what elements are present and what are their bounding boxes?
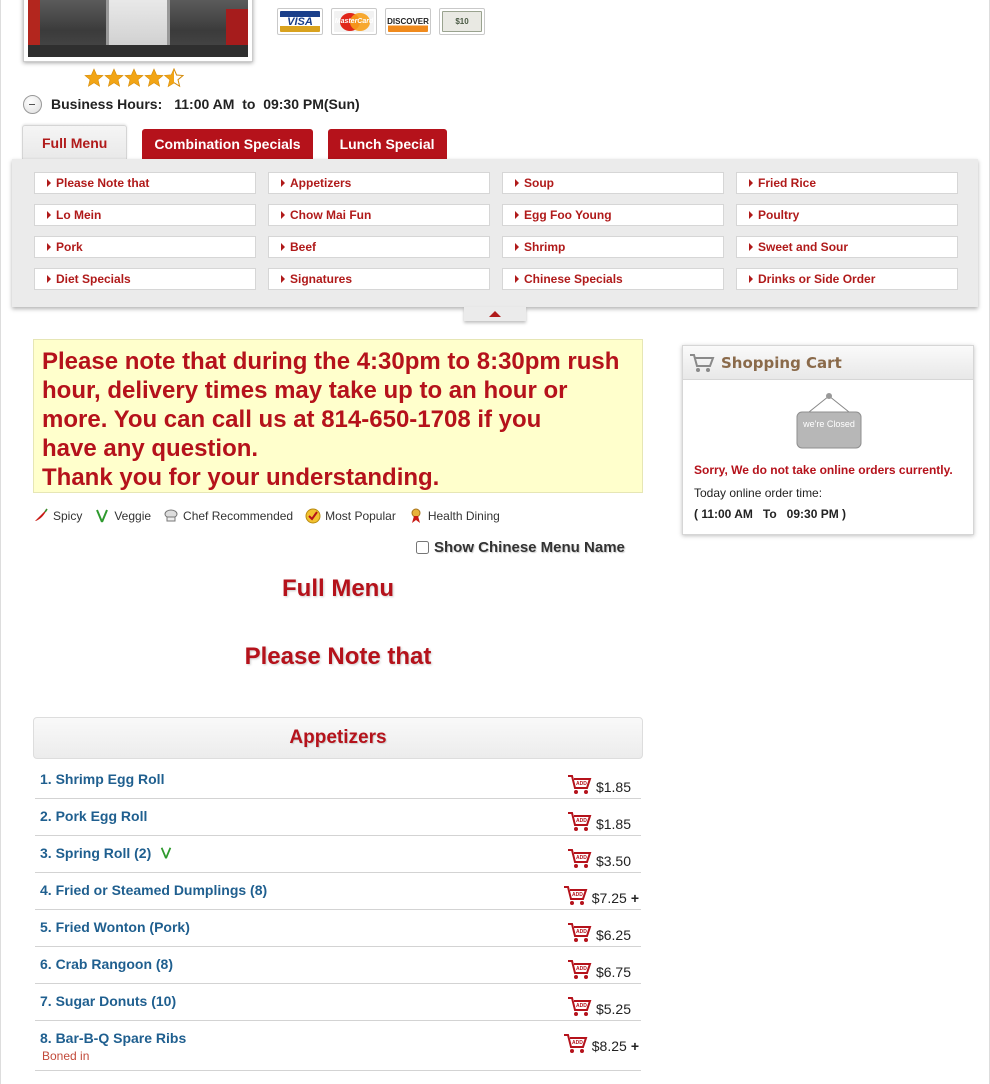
closed-sign-icon	[795, 390, 863, 452]
payment-methods	[277, 8, 485, 35]
shopping-cart-header	[683, 346, 973, 380]
show-chinese-label: Show Chinese Menu Name	[434, 538, 625, 556]
business-hours	[23, 94, 360, 114]
online-order-time-label: Today online order time:	[694, 486, 823, 500]
item-price: $5.25	[595, 1001, 631, 1017]
svg-text:ADD: ADD	[575, 966, 587, 972]
item-price: $6.75	[595, 964, 631, 980]
category-lo-mein[interactable]: Lo Mein	[34, 204, 256, 226]
tab-combination-specials[interactable]: Combination Specials	[142, 129, 312, 159]
category-drinks-or-side-order[interactable]: Drinks or Side Order	[736, 268, 958, 290]
show-chinese-name-toggle[interactable]	[416, 537, 625, 557]
closed-badge-text: we're Closed	[803, 419, 855, 429]
veggie-icon	[159, 846, 173, 860]
legend-veggie-label: Veggie	[114, 509, 152, 523]
category-diet-specials[interactable]: Diet Specials	[34, 268, 256, 290]
star-icon	[124, 68, 144, 88]
star-icon	[104, 68, 124, 88]
item-name[interactable]: 2. Pork Egg Roll	[40, 808, 148, 824]
category-poultry[interactable]: Poultry	[736, 204, 958, 226]
clock-icon	[23, 95, 42, 114]
svg-text:ADD: ADD	[571, 1040, 583, 1046]
category-pork[interactable]: Pork	[34, 236, 256, 258]
menu-item	[35, 947, 641, 984]
category-egg-foo-young[interactable]: Egg Foo Young	[502, 204, 724, 226]
star-icon	[84, 68, 104, 88]
visa-icon: VISA	[277, 8, 323, 35]
category-please-note[interactable]: Please Note that	[34, 172, 256, 194]
item-price: $1.85	[595, 779, 631, 795]
menu-item	[35, 873, 641, 910]
notice-line: Thank you for your understanding.	[42, 464, 440, 491]
svg-text:ADD: ADD	[575, 781, 587, 787]
svg-text:ADD: ADD	[575, 855, 587, 861]
closed-message: Sorry, We do not take online orders currently.	[694, 463, 953, 477]
item-price: $7.25	[591, 890, 627, 906]
legend-chef-label: Chef Recommended	[183, 509, 294, 523]
add-to-cart-icon[interactable]	[566, 958, 592, 980]
online-order-time	[694, 483, 964, 525]
legend-popular-label: Most Popular	[325, 509, 396, 523]
add-to-cart-icon[interactable]	[562, 884, 588, 906]
mastercard-icon: MasterCard	[331, 8, 377, 35]
online-order-time-value: ( 11:00 AM To 09:30 PM )	[694, 507, 847, 521]
svg-text:ADD: ADD	[571, 892, 583, 898]
tab-full-menu[interactable]: Full Menu	[22, 125, 127, 159]
full-menu-heading: Full Menu	[282, 575, 394, 602]
discover-icon: DISCOVER	[385, 8, 431, 35]
notice-line: hour, delivery times may take up to an hour or	[42, 377, 568, 404]
notice-line: have any question.	[42, 435, 259, 462]
business-hours-value: 11:00 AM to 09:30 PM(Sun)	[174, 96, 360, 112]
health-ribbon-icon	[408, 508, 424, 524]
chef-hat-icon	[163, 508, 179, 524]
restaurant-photo	[23, 0, 253, 62]
menu-item	[35, 799, 641, 836]
star-icon	[144, 68, 164, 88]
menu-tabs	[22, 125, 462, 159]
notice-line: Please note that during the 4:30pm to 8:30pm rush	[42, 348, 620, 375]
appetizers-section-header: Appetizers	[33, 717, 643, 759]
half-star-icon	[164, 68, 184, 88]
add-to-cart-icon[interactable]	[566, 921, 592, 943]
item-name[interactable]: 4. Fried or Steamed Dumplings (8)	[40, 882, 268, 898]
rating-stars	[84, 68, 184, 90]
item-name[interactable]: 8. Bar-B-Q Spare Ribs	[40, 1030, 187, 1046]
add-to-cart-icon[interactable]	[566, 995, 592, 1017]
category-appetizers[interactable]: Appetizers	[268, 172, 490, 194]
item-name[interactable]: 6. Crab Rangoon (8)	[40, 956, 174, 972]
item-name[interactable]: 7. Sugar Donuts (10)	[40, 993, 177, 1009]
shopping-cart-title: Shopping Cart	[721, 353, 842, 372]
item-price: $1.85	[595, 816, 631, 832]
item-price: $6.25	[595, 927, 631, 943]
thumbs-up-icon	[305, 508, 321, 524]
legend-spicy-label: Spicy	[53, 509, 83, 523]
category-signatures[interactable]: Signatures	[268, 268, 490, 290]
show-chinese-checkbox[interactable]	[416, 541, 429, 554]
svg-text:ADD: ADD	[575, 1003, 587, 1009]
icon-legend	[33, 506, 512, 526]
add-to-cart-icon[interactable]	[566, 773, 592, 795]
business-hours-label: Business Hours:	[51, 96, 163, 112]
item-price: $8.25	[591, 1038, 627, 1054]
cash-icon: $10	[439, 8, 485, 35]
item-name[interactable]: 1. Shrimp Egg Roll	[40, 771, 165, 787]
veggie-icon	[94, 508, 110, 524]
svg-text:ADD: ADD	[575, 929, 587, 935]
menu-item	[35, 1021, 641, 1071]
shopping-cart-icon	[689, 353, 715, 373]
item-name[interactable]: 5. Fried Wonton (Pork)	[40, 919, 190, 935]
appetizers-list	[35, 762, 641, 1071]
add-to-cart-icon[interactable]	[562, 1032, 588, 1054]
collapse-menu-button[interactable]	[464, 307, 526, 321]
notice-line: more. You can call us at 814-650-1708 if you	[42, 406, 542, 433]
shopping-cart-panel	[682, 345, 974, 535]
category-shrimp[interactable]: Shrimp	[502, 236, 724, 258]
add-to-cart-icon[interactable]	[566, 810, 592, 832]
category-soup[interactable]: Soup	[502, 172, 724, 194]
please-note-heading: Please Note that	[244, 643, 432, 670]
more-options-plus[interactable]: +	[630, 890, 639, 906]
legend-health-label: Health Dining	[427, 509, 500, 523]
menu-item	[35, 836, 641, 873]
item-name[interactable]: 3. Spring Roll (2)	[40, 845, 152, 861]
rush-hour-notice	[33, 339, 643, 493]
menu-item	[35, 910, 641, 947]
menu-item	[35, 762, 641, 799]
category-beef[interactable]: Beef	[268, 236, 490, 258]
item-name-with-icon[interactable]	[40, 845, 173, 861]
item-price: $3.50	[595, 853, 631, 869]
category-chow-mai-fun[interactable]: Chow Mai Fun	[268, 204, 490, 226]
category-menu	[12, 159, 978, 307]
category-fried-rice[interactable]: Fried Rice	[736, 172, 958, 194]
item-description: Boned in	[42, 1049, 90, 1063]
add-to-cart-icon[interactable]	[566, 847, 592, 869]
svg-text:ADD: ADD	[575, 818, 587, 824]
menu-item	[35, 984, 641, 1021]
category-chinese-specials[interactable]: Chinese Specials	[502, 268, 724, 290]
category-sweet-and-sour[interactable]: Sweet and Sour	[736, 236, 958, 258]
chevron-up-icon	[489, 311, 501, 317]
tab-lunch-special[interactable]: Lunch Special	[328, 129, 447, 159]
more-options-plus[interactable]: +	[630, 1038, 639, 1054]
chili-pepper-icon	[33, 508, 49, 524]
